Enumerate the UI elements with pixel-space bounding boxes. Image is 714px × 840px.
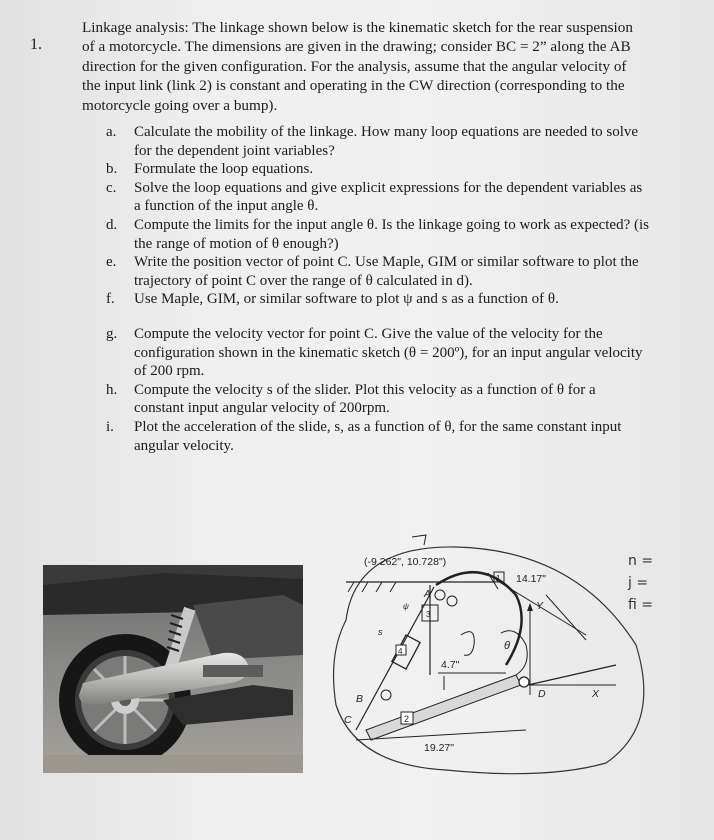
dim-bottom: 19.27" (424, 742, 455, 754)
note-n: n = (628, 553, 654, 569)
dim-mid: 4.7" (441, 659, 460, 671)
sketch-outline (334, 547, 644, 774)
link-1-label: 1 (496, 574, 501, 583)
note-j: j = (628, 575, 649, 591)
label-y: Y (536, 600, 544, 612)
label-a: A (424, 589, 431, 600)
part-i: i. Plot the acceleration of the slide, s, as a function of θ, for the same constant input angular velocity. (106, 418, 622, 454)
part-g: g. Compute the velocity vector for point C. Give the value of the velocity for the configuration shown in the kinematic sketch (θ = 200º), for an input angular velocity of 200 rpm. (106, 325, 643, 380)
part-f: f. Use Maple, GIM, or similar software to plot ψ and s as a function of θ. (106, 291, 559, 308)
link-1-frame (436, 572, 586, 665)
motorcycle-photo (43, 565, 303, 773)
handwritten-notes (628, 550, 653, 616)
problem-intro: Linkage analysis: The linkage shown below is the kinematic sketch for the rear suspension of a motorcycle. The dimensions are given in the drawing; consider BC = 2” along the AB direction for the given configuration. For the analysis, assume that the angular velocity of the input link (link 2) is constant and operating in the CW direction (corresponding to the motorcycle going over a bump). (82, 19, 633, 114)
label-x: X (592, 688, 600, 700)
label-c: C (344, 714, 352, 726)
label-d: D (538, 688, 546, 700)
label-psi: ψ (403, 602, 409, 611)
dim-top: 14.17" (516, 573, 547, 585)
part-b: b. Formulate the loop equations. (106, 161, 314, 178)
note-fi: fi = (628, 597, 653, 613)
link-2-label: 2 (404, 714, 410, 724)
link-3-label: 3 (426, 610, 431, 619)
part-c: c. Solve the loop equations and give explicit expressions for the dependent variables as a function of the input angle θ. (106, 179, 643, 215)
part-h: h. Compute the velocity s of the slider. Plot this velocity as a function of θ for a constant input angular velocity of 200rpm. (106, 381, 596, 417)
coord-label: (-9.262", 10.728") (364, 556, 447, 568)
problem-parts-list (104, 123, 649, 455)
part-a: a. Calculate the mobility of the linkage. How many loop equations are needed to solve for the dependent joint variables? (106, 124, 639, 159)
part-d: d. Compute the limits for the input angle θ. Is the linkage going to work as expected? (is the range of motion of θ enough?) (106, 216, 649, 252)
label-b: B (356, 693, 364, 705)
kinematic-sketch (316, 525, 656, 785)
link-4-label: 4 (398, 647, 403, 656)
label-theta: θ (504, 640, 510, 652)
label-s: s (378, 627, 383, 637)
problem-number: 1. (30, 36, 42, 53)
part-e: e. Write the position vector of point C. Use Maple, GIM or similar software to plot the trajectory of point C over the range of θ calculated in d). (106, 254, 639, 289)
